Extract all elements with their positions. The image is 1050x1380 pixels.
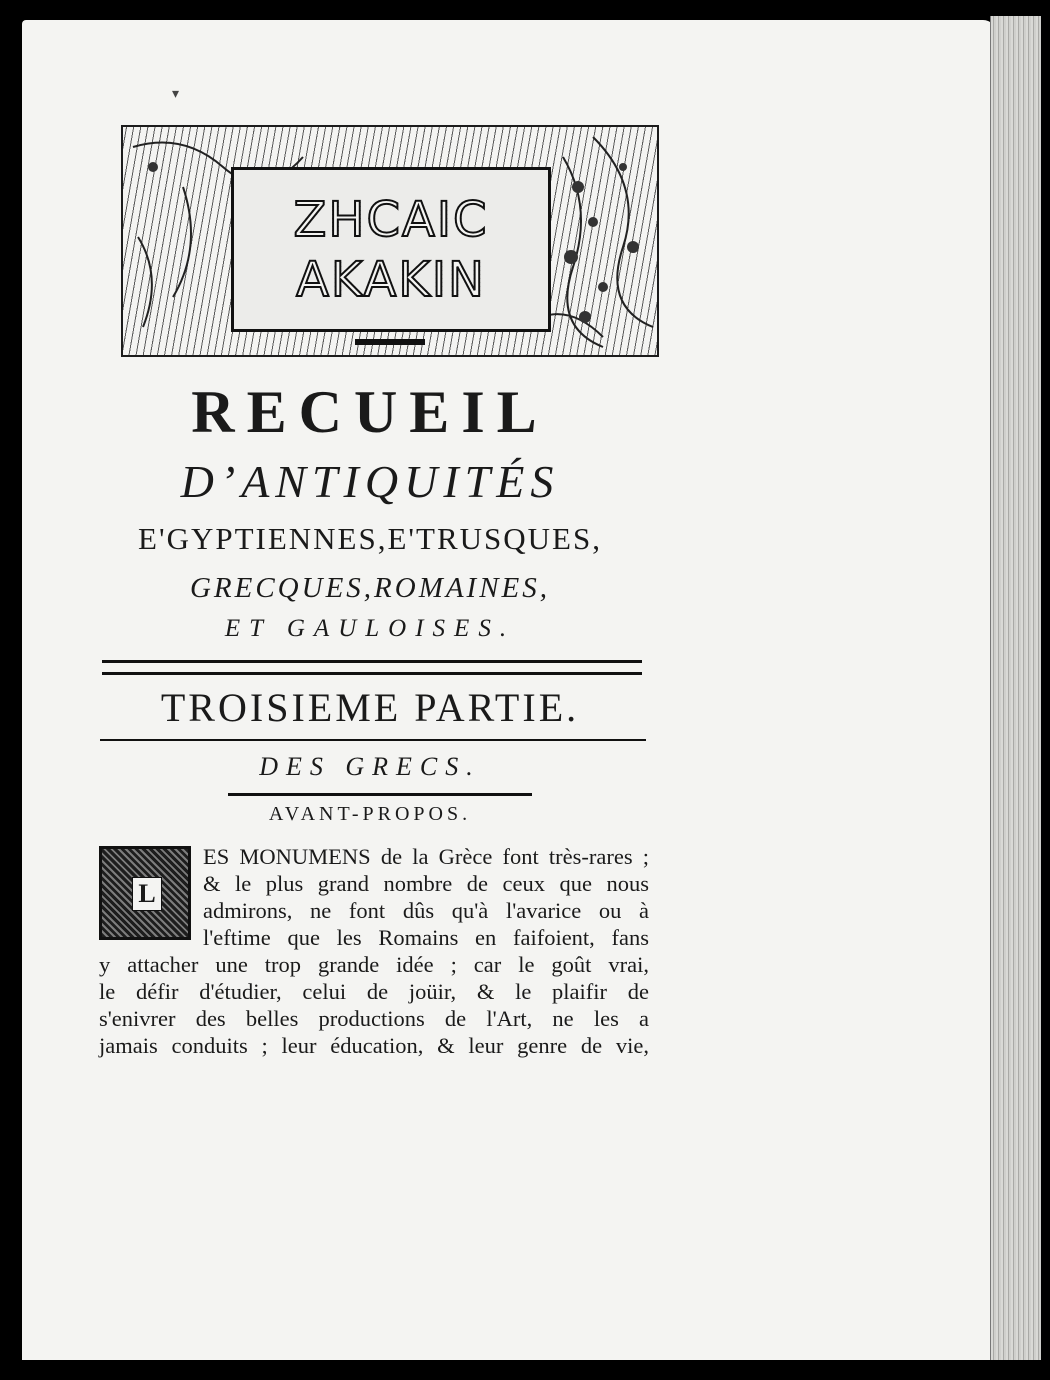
inscription-line-2: AKAKIN: [296, 251, 486, 308]
title-egyptiennes: E'GYPTIENNES,E'TRUSQUES,: [138, 521, 602, 556]
double-rule: [102, 660, 642, 675]
page-edges: [990, 16, 1041, 1360]
engraved-vignette: [121, 125, 659, 357]
avant-propos-heading: AVANT-PROPOS.: [268, 803, 472, 825]
body-line: y attacher une trop grande idée ; car le goût vrai,: [99, 952, 649, 977]
body-line: & le plus grand nombre de ceux que nous: [203, 871, 649, 896]
section-heading: DES GRECS.: [259, 752, 481, 781]
title-gauloises: ET GAULOISES.: [224, 615, 516, 642]
body-line: l'eftime que les Romains en faifoient, fans: [203, 925, 649, 950]
drop-cap-letter: L: [132, 877, 162, 911]
stone-plaque: [231, 167, 551, 332]
title-recueil: RECUEIL: [191, 379, 549, 445]
plaque-base: [355, 339, 425, 345]
part-heading: TROISIEME PARTIE.: [160, 685, 580, 730]
inscription-line-1: ZHCAIC: [293, 191, 489, 248]
body-line: ES MONUMENS de la Grèce font très-rares ;: [203, 844, 649, 869]
body-line: le défir d'étudier, celui de joüir, & le plaifir de: [99, 979, 649, 1004]
thin-rule: [100, 739, 646, 741]
body-line: jamais conduits ; leur éducation, & leur genre de vie,: [99, 1033, 649, 1058]
title-grecques: GRECQUES,ROMAINES,: [189, 572, 551, 604]
title-antiquites: D’ANTIQUITÉS: [180, 456, 560, 507]
drop-cap-ornament: [99, 846, 191, 940]
body-line: admirons, ne font dûs qu'à l'avarice ou à: [203, 898, 649, 923]
body-line: s'enivrer des belles productions de l'Art, ne les a: [99, 1006, 649, 1031]
short-rule: [228, 793, 532, 796]
print-mark: ▾: [172, 87, 180, 102]
